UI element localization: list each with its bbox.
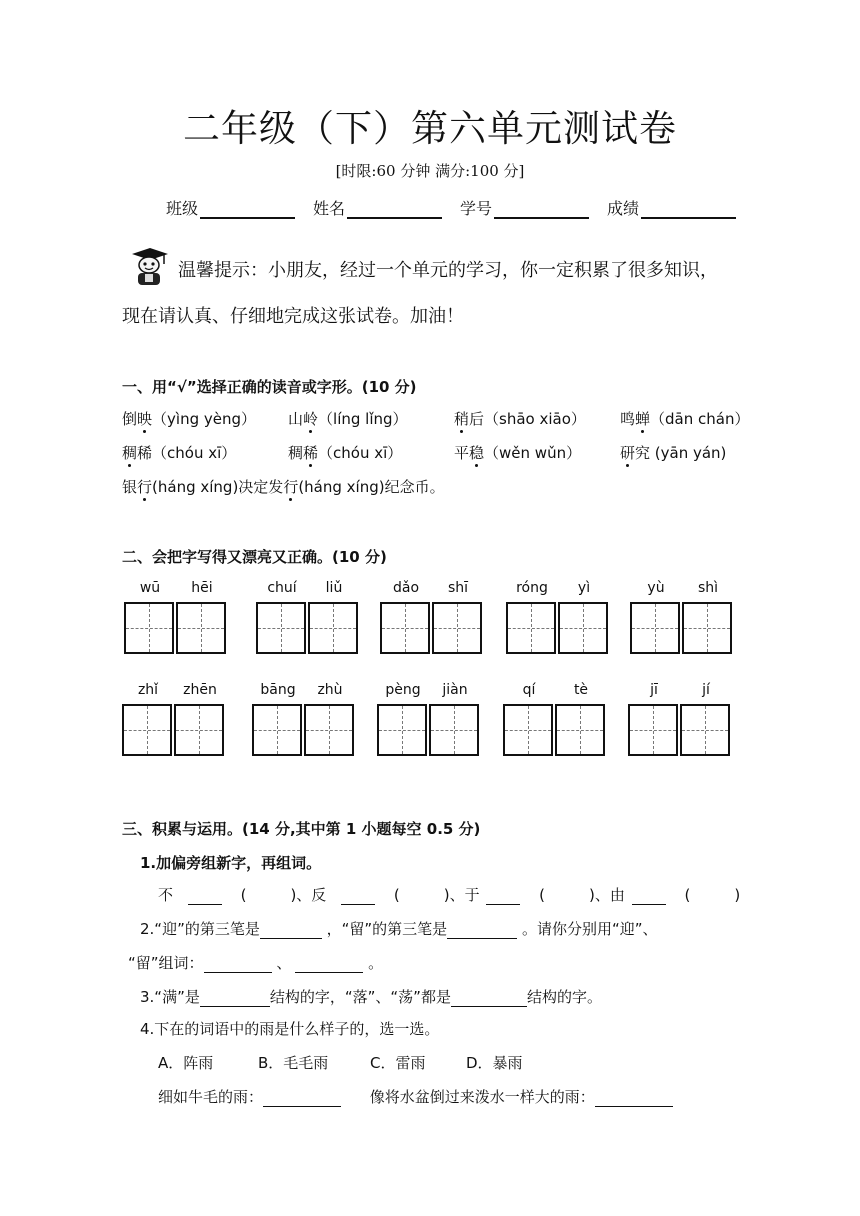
- pinyin-label: jí: [702, 682, 710, 698]
- pinyin-label: yì: [577, 580, 591, 596]
- pinyin-label: hēi: [191, 580, 213, 596]
- number-blank[interactable]: [494, 199, 589, 219]
- pinyin-choice[interactable]: 稍后（shāo xiāo）: [454, 410, 586, 428]
- tianzige-box[interactable]: [558, 602, 608, 654]
- q4-prompts: [158, 1086, 673, 1107]
- tianzige-box[interactable]: [429, 704, 479, 756]
- tianzige-box[interactable]: [680, 704, 730, 756]
- info-label: 班级: [166, 199, 199, 218]
- info-class: [166, 196, 295, 219]
- q1-radical-blank[interactable]: [486, 888, 520, 905]
- tianzige-box[interactable]: [630, 602, 680, 654]
- q4-prompt: 像将水盆倒过来泼水一样大的雨：: [369, 1088, 595, 1106]
- q1-char: 反: [311, 886, 327, 904]
- pinyin-label: shī: [447, 580, 469, 596]
- q3-blank-1[interactable]: [200, 990, 270, 1007]
- q1-char: 于: [464, 886, 480, 904]
- info-label: 成绩: [607, 199, 640, 218]
- pinyin-choice[interactable]: 鸣蝉（dān chán）: [620, 410, 750, 428]
- info-number: [460, 196, 589, 219]
- q2-text: ，“留”的第三笔是: [326, 920, 448, 938]
- tianzige-box[interactable]: [377, 704, 427, 756]
- name-blank[interactable]: [347, 199, 442, 219]
- q2-blank-3[interactable]: [204, 956, 272, 973]
- q4-blank-2[interactable]: [595, 1090, 673, 1107]
- info-name: [313, 196, 442, 219]
- pinyin-choice[interactable]: 山岭（líng lǐng）: [288, 410, 408, 428]
- tip-text-line1: 温馨提示：小朋友，经过一个单元的学习，你一定积累了很多知识，: [178, 260, 718, 281]
- pinyin-label: tè: [573, 682, 589, 698]
- section1-row1: [122, 408, 749, 429]
- tianzige-box[interactable]: [628, 704, 678, 756]
- student-info-row: [166, 196, 736, 219]
- q1-row: 不 ( )、反 ( )、于 ( )、由 ( ): [158, 886, 741, 904]
- q4-title: 4.下在的词语中的雨是什么样子的，选一选。: [140, 1020, 440, 1038]
- info-label: 姓名: [313, 199, 346, 218]
- q1-title: 1.加偏旁组新字，再组词。: [140, 854, 322, 872]
- tianzige-box[interactable]: [682, 602, 732, 654]
- tianzige-box[interactable]: [432, 602, 482, 654]
- tianzige-box[interactable]: [174, 704, 224, 756]
- pinyin-label: zhǐ: [137, 682, 159, 698]
- pinyin-label: chuí: [267, 580, 297, 596]
- pinyin-label: jī: [650, 682, 658, 698]
- tianzige-box[interactable]: [380, 602, 430, 654]
- section2-heading: 二、会把字写得又漂亮又正确。(10 分): [122, 548, 387, 566]
- q1-char: 不: [158, 886, 174, 904]
- q4-prompt: 细如牛毛的雨：: [158, 1088, 264, 1106]
- pinyin-label: dǎo: [392, 580, 420, 596]
- tianzige-box[interactable]: [176, 602, 226, 654]
- pinyin-label: jiàn: [442, 682, 468, 698]
- pinyin-label: qí: [522, 682, 536, 698]
- q4-blank-1[interactable]: [263, 1090, 341, 1107]
- q2-line1: [140, 918, 658, 939]
- tianzige-box[interactable]: [555, 704, 605, 756]
- pinyin-choice[interactable]: 稠稀（chóu xī）: [288, 444, 403, 462]
- q1-char: 由: [609, 886, 625, 904]
- q4-option: A．阵雨: [158, 1054, 214, 1072]
- q3-line: [140, 986, 602, 1007]
- pinyin-choice[interactable]: 稠稀（chóu xī）: [122, 444, 237, 462]
- tianzige-box[interactable]: [122, 704, 172, 756]
- pinyin-label: róng: [516, 580, 548, 596]
- section1-row2: [122, 442, 726, 463]
- pinyin-choice[interactable]: 平稳（wěn wǔn）: [454, 444, 582, 462]
- tianzige-box[interactable]: [503, 704, 553, 756]
- tianzige-box[interactable]: [124, 602, 174, 654]
- page-title: 二年级（下）第六单元测试卷: [183, 107, 677, 150]
- info-score: [607, 196, 736, 219]
- q2-blank-1[interactable]: [260, 922, 322, 939]
- q4-option: C．雷雨: [370, 1054, 426, 1072]
- q3-text: 3.“满”是: [140, 988, 200, 1006]
- q2-text: 。请你分别用“迎”、: [521, 920, 658, 938]
- q1-radical-blank[interactable]: [632, 888, 666, 905]
- q2-text: 2.“迎”的第三笔是: [140, 920, 260, 938]
- q3-text: 结构的字。: [526, 988, 602, 1006]
- pinyin-label: shì: [697, 580, 719, 596]
- section1-row3[interactable]: 银行(háng xíng)决定发行(háng xíng)纪念币。: [122, 478, 445, 496]
- q4-option: B．毛毛雨: [258, 1054, 329, 1072]
- tianzige-box[interactable]: [256, 602, 306, 654]
- pinyin-label: pèng: [385, 682, 421, 698]
- student-with-cap-icon: [128, 246, 170, 286]
- q3-text: 结构的字，“落”、“荡”都是: [269, 988, 451, 1006]
- q3-blank-2[interactable]: [451, 990, 527, 1007]
- pinyin-label: liǔ: [325, 580, 343, 596]
- class-blank[interactable]: [200, 199, 295, 219]
- q1-radical-blank[interactable]: [188, 888, 222, 905]
- q2-text: 、: [276, 954, 292, 972]
- exam-time-score: [时限:60 分钟 满分:100 分]: [335, 162, 525, 180]
- q2-text: “留”组词：: [128, 954, 204, 972]
- tianzige-box[interactable]: [308, 602, 358, 654]
- q4-options: [158, 1052, 523, 1073]
- tianzige-box[interactable]: [506, 602, 556, 654]
- q2-blank-2[interactable]: [447, 922, 517, 939]
- pinyin-label: wū: [139, 580, 161, 596]
- tip-text-line2: 现在请认真、仔细地完成这张试卷。加油！: [122, 306, 464, 327]
- q1-radical-blank[interactable]: [341, 888, 375, 905]
- pinyin-label: bāng: [260, 682, 296, 698]
- pinyin-label: yù: [647, 580, 665, 596]
- q2-text: 。: [368, 954, 384, 972]
- section1-heading: 一、用“√”选择正确的读音或字形。(10 分): [122, 378, 417, 396]
- q2-line2: [128, 952, 383, 973]
- pinyin-label: zhù: [317, 682, 343, 698]
- tianzige-box[interactable]: [252, 704, 302, 756]
- tianzige-box[interactable]: [304, 704, 354, 756]
- q2-blank-4[interactable]: [295, 956, 363, 973]
- section3-heading: 三、积累与运用。(14 分,其中第 1 小题每空 0.5 分): [122, 820, 481, 838]
- score-blank[interactable]: [641, 199, 736, 219]
- pinyin-label: zhēn: [183, 682, 217, 698]
- q4-option: D．暴雨: [466, 1054, 523, 1072]
- info-label: 学号: [460, 199, 493, 218]
- pinyin-choice[interactable]: 倒映（yìng yèng）: [122, 410, 257, 428]
- pinyin-choice[interactable]: 研究 (yān yán): [620, 444, 727, 462]
